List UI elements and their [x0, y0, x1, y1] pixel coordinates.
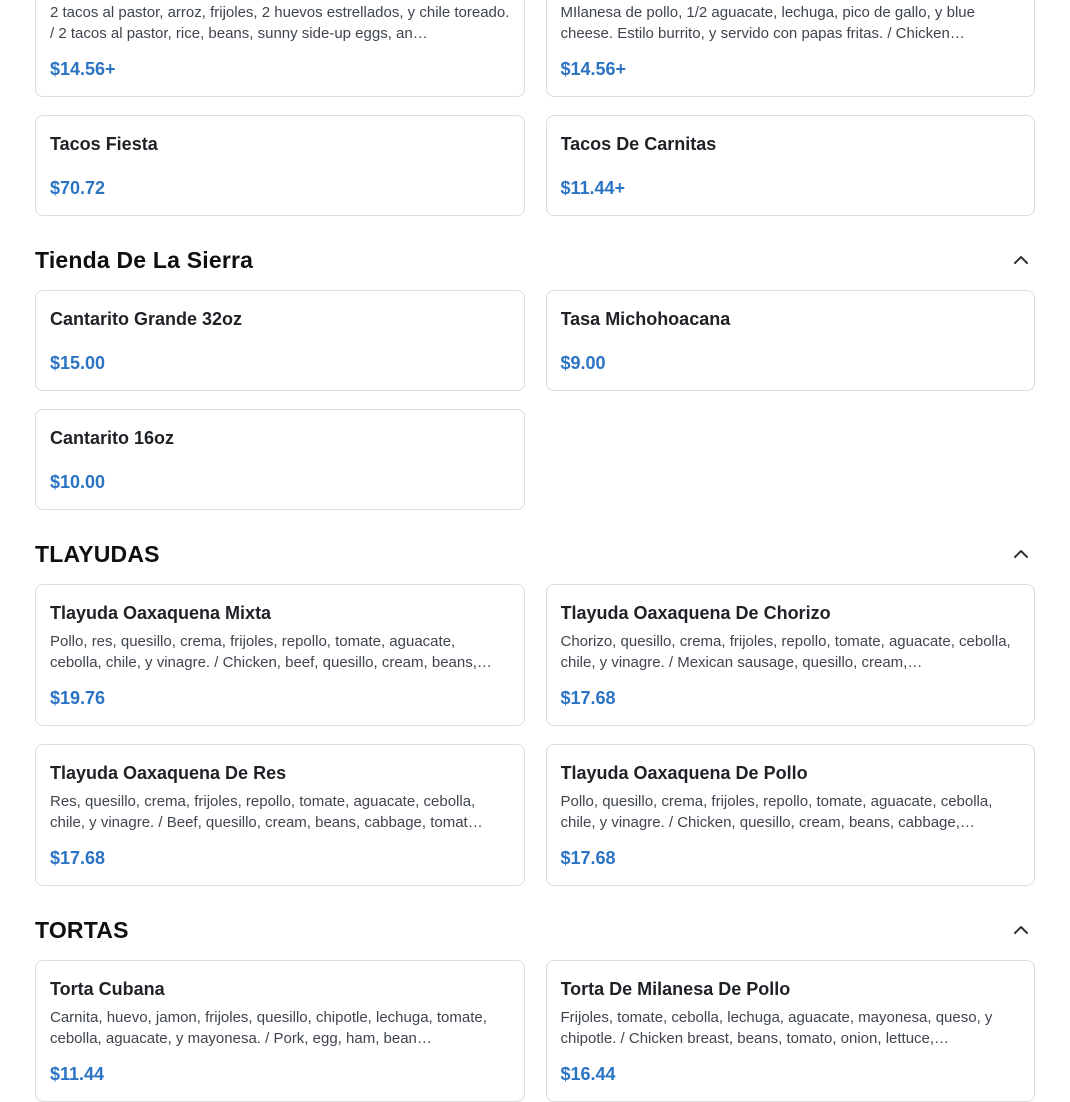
- section-header-tienda-de-la-sierra[interactable]: [35, 244, 1035, 276]
- menu-item-price: $15.00: [50, 353, 106, 373]
- menu-item-name: Cantarito 16oz: [50, 428, 175, 448]
- chevron-up-icon[interactable]: [1007, 921, 1035, 939]
- menu-item-name: Cantarito Grande 32oz: [50, 309, 243, 329]
- menu-item-card[interactable]: [35, 744, 525, 886]
- menu-grid: [35, 960, 1035, 1102]
- menu-item-card[interactable]: [546, 115, 1036, 216]
- section-title: TORTAS: [35, 917, 129, 943]
- menu-item-description: Chorizo, quesillo, crema, frijoles, repollo, tomate, aguacate, cebolla, chile, y vinagre. / Mexican sausage, quesillo, cream,…: [560, 633, 1011, 671]
- menu-item-price: $16.44: [560, 1064, 616, 1084]
- menu-item-name: Tlayuda Oaxaquena Mixta: [50, 603, 272, 623]
- menu-item-description: Frijoles, tomate, cebolla, lechuga, aguacate, mayonesa, queso, y chipotle. / Chicken breast, beans, tomato, onion, lettuce,…: [560, 1009, 993, 1047]
- menu-grid: [35, 290, 1035, 510]
- menu-item-card[interactable]: [546, 960, 1036, 1102]
- menu-item-name: Tlayuda Oaxaquena De Chorizo: [560, 603, 831, 623]
- menu-item-name: Tasa Michohoacana: [560, 309, 731, 329]
- section-header-tortas[interactable]: [35, 914, 1035, 946]
- menu-item-description: 2 tacos al pastor, arroz, frijoles, 2 huevos estrellados, y chile toreado. / 2 tacos al pastor, rice, beans, sunny side-up eggs, an…: [50, 4, 510, 42]
- menu-item-card[interactable]: [35, 960, 525, 1102]
- menu-item-price: $19.76: [50, 688, 106, 708]
- menu-item-description: Pollo, res, quesillo, crema, frijoles, repollo, tomate, aguacate, cebolla, chile, y vinagre. / Chicken, beef, quesillo, cream, beans,…: [50, 633, 492, 671]
- menu-item-price: $11.44+: [560, 178, 626, 198]
- menu-item-name: Tacos De Carnitas: [560, 134, 717, 154]
- menu-item-name: Tlayuda Oaxaquena De Pollo: [560, 763, 808, 783]
- section-title: Tienda De La Sierra: [35, 247, 254, 273]
- menu-item-card[interactable]: [35, 584, 525, 726]
- menu-item-card[interactable]: [35, 290, 525, 391]
- menu-item-price: $17.68: [560, 848, 616, 868]
- menu-item-price: $9.00: [560, 353, 606, 373]
- menu-item-card[interactable]: [35, 409, 525, 510]
- section-header-tlayudas[interactable]: [35, 538, 1035, 570]
- menu-grid: [35, 584, 1035, 886]
- chevron-up-icon[interactable]: [1007, 251, 1035, 269]
- menu-item-card[interactable]: [546, 290, 1036, 391]
- menu-item-name: Torta De Milanesa De Pollo: [560, 979, 791, 999]
- menu-item-name: Torta Cubana: [50, 979, 165, 999]
- menu-item-card[interactable]: [546, 0, 1036, 97]
- menu-item-price: $10.00: [50, 472, 106, 492]
- menu-item-price: $17.68: [560, 688, 616, 708]
- menu-item-description: Res, quesillo, crema, frijoles, repollo, tomate, aguacate, cebolla, chile, y vinagre. / Beef, quesillo, cream, beans, cabbage, tomat…: [50, 793, 483, 831]
- menu-grid: [35, 0, 1035, 216]
- chevron-up-icon[interactable]: [1007, 545, 1035, 563]
- menu-item-description: MIlanesa de pollo, 1/2 aguacate, lechuga, pico de gallo, y blue cheese. Estilo burrito, y servido con papas fritas. / Chicken…: [560, 4, 975, 42]
- menu-item-name: Tlayuda Oaxaquena De Res: [50, 763, 287, 783]
- menu-item-price: $17.68: [50, 848, 106, 868]
- menu-item-description: Pollo, quesillo, crema, frijoles, repollo, tomate, aguacate, cebolla, chile, y vinagre. / Chicken, quesillo, cream, beans, cabbage,…: [560, 793, 993, 831]
- menu-item-card[interactable]: [35, 0, 525, 97]
- section-title: TLAYUDAS: [35, 541, 160, 567]
- menu-item-name: Tacos Fiesta: [50, 134, 158, 154]
- menu-item-card[interactable]: [35, 115, 525, 216]
- menu-item-card[interactable]: [546, 584, 1036, 726]
- menu-item-description: Carnita, huevo, jamon, frijoles, quesillo, chipotle, lechuga, tomate, cebolla, aguacate, y mayonesa. / Pork, egg, ham, bean…: [50, 1009, 487, 1047]
- menu-item-price: $14.56+: [50, 59, 116, 79]
- menu-item-price: $14.56+: [560, 59, 627, 79]
- menu-item-card[interactable]: [546, 744, 1036, 886]
- menu-item-price: $70.72: [50, 178, 106, 198]
- menu-item-price: $11.44: [50, 1064, 105, 1084]
